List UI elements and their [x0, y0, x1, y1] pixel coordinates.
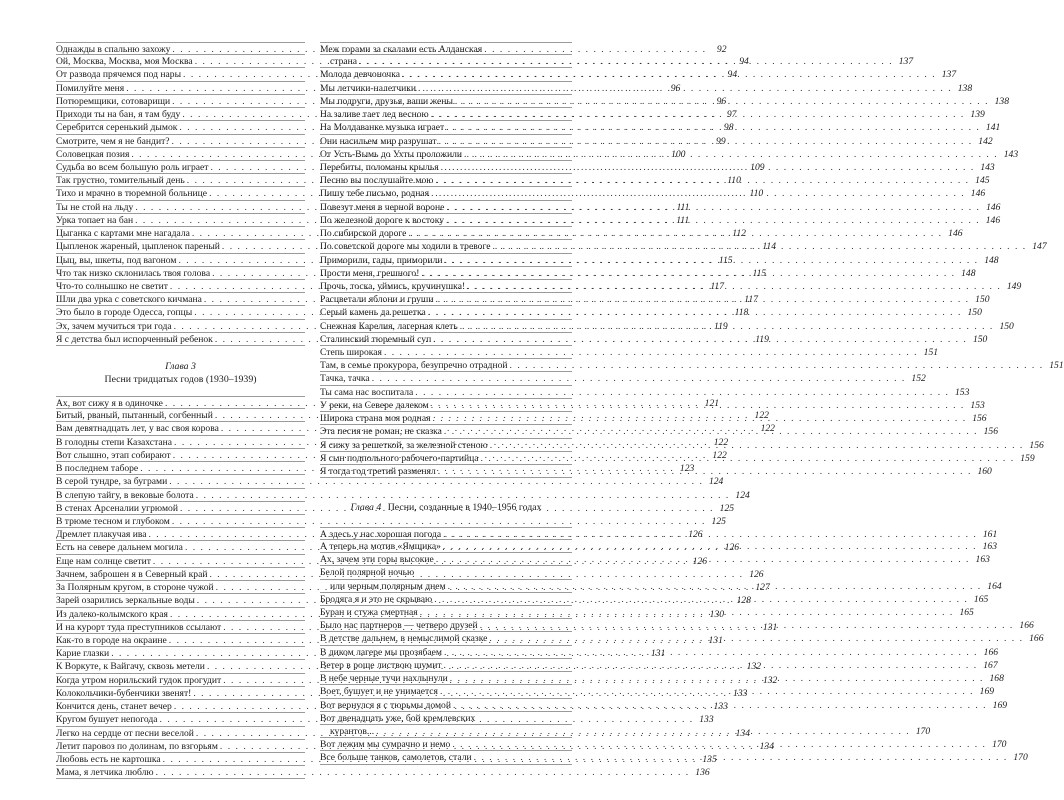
entry-title: В небе черные тучи нахлынули	[320, 673, 448, 685]
entry-title: А здесь у нас хорошая погода	[320, 528, 442, 540]
leader-dots	[450, 672, 984, 685]
entry-title: Перебиты, поломаны крылья	[320, 161, 439, 173]
entry-title: Что-то солнышко не светит	[56, 280, 168, 292]
entry-page-number: 166	[1019, 620, 1034, 632]
entry-page-number: 98	[723, 122, 734, 134]
entry-page-number: 169	[979, 686, 995, 698]
entry-title: Степь широкая	[320, 347, 382, 359]
entry-title: Все больше танков, самолетов, стали	[320, 752, 472, 764]
entry-page-number: 110	[727, 175, 741, 187]
leader-dots	[441, 161, 975, 174]
entry-page-number: 146	[970, 188, 986, 200]
entry-page-number: 166	[983, 646, 999, 658]
entry-page-number: 122	[754, 410, 769, 422]
leader-dots	[415, 386, 949, 399]
entry-page-number: 143	[1003, 148, 1019, 160]
entry-title: Летит паровоз по долинам, по взгорьям	[56, 740, 218, 752]
leader-dots	[489, 632, 1023, 645]
entry-page-number: 167	[983, 659, 998, 671]
leader-dots	[402, 68, 936, 81]
entry-title: Ах, вот сижу я в одиночке	[56, 398, 163, 410]
toc-entry	[320, 359, 1064, 372]
entry-page-number: 142	[978, 135, 993, 147]
entry-page-number: 126	[688, 529, 703, 541]
entry-page-number: 111	[676, 214, 690, 226]
leader-dots	[434, 593, 968, 606]
entry-title: Приморили, гады, приморили	[320, 254, 443, 266]
entry-title: А теперь на мотив «Ямщика»	[320, 540, 441, 552]
entry-title: В диком лагере мы прозябаем	[320, 646, 442, 658]
entry-title: Ой, Москва, Москва, моя Москва	[56, 56, 193, 68]
entry-title: Меж горами за скалами есть Алданская	[320, 44, 483, 55]
entry-page-number: 153	[970, 399, 985, 411]
entry-title: В трюме тесном и глубоком	[56, 516, 170, 527]
chapter-title: Песни, созданные в 1940–1956 годах	[387, 502, 542, 514]
entry-title: Шли два урка с советского кичмана	[56, 294, 202, 306]
entry-page-number: 117	[744, 294, 758, 306]
entry-page-number: 145	[975, 175, 990, 187]
entry-title: За Полярным кругом, в стороне чужой	[56, 582, 214, 594]
entry-title: Есть на севере дальнем могила	[56, 542, 183, 554]
leader-dots	[421, 267, 955, 280]
entry-title: Вот слышно, этап собирают	[56, 449, 171, 461]
entry-title: Прости меня, грешного!	[320, 267, 420, 279]
entry-page-number: 112	[732, 228, 746, 240]
leader-dots	[408, 227, 942, 240]
entry-title: Снежная Карелия, лагерная клеть	[320, 320, 458, 332]
entry-page-number: 156	[983, 426, 999, 438]
entry-page-number: 146	[948, 228, 963, 240]
entry-title: Ах, зачем эти горы высокие	[320, 554, 434, 566]
entry-title: Повезут меня в черной вороне	[320, 201, 445, 213]
entry-page-number: 134	[759, 740, 775, 752]
entry-title: Мама, я летчика люблю	[56, 767, 154, 779]
entry-page-number: 161	[982, 528, 998, 540]
leader-dots	[446, 214, 980, 227]
entry-page-number: 121	[704, 398, 720, 410]
leader-dots	[444, 646, 978, 659]
entry-title: Тихо и мрачно в тюремной больнице	[56, 188, 208, 200]
entry-page-number: 138	[957, 82, 973, 94]
leader-dots	[467, 280, 1001, 293]
entry-title: На Молдаванке музыка играет	[320, 122, 445, 134]
entry-title: От развода прячемся под нары	[56, 69, 182, 81]
entry-title: Вот двенадцать уже, бой кремлевских	[320, 712, 476, 724]
leader-dots	[444, 254, 978, 267]
leader-dots	[428, 306, 962, 319]
entry-title: Так грустно, томительный день	[56, 175, 185, 187]
entry-page-number: 166	[1029, 633, 1044, 645]
entry-page-number: 139	[970, 109, 985, 121]
leader-dots	[376, 725, 910, 738]
entry-page-number: 100	[671, 148, 686, 160]
leader-dots	[418, 82, 952, 95]
leader-dots	[440, 685, 974, 698]
toc-entry	[320, 386, 970, 399]
entry-title: Цыпленок жареный, цыпленок пареный	[56, 241, 220, 253]
entry-page-number: 132	[746, 661, 762, 673]
entry-title: И на курорт туда преступников ссылают	[56, 621, 222, 633]
entry-title: Судьба во всем большую роль играет	[56, 161, 209, 173]
leader-dots	[435, 174, 969, 187]
entry-title: В детстве дальнем, в немыслимой сказке	[320, 633, 488, 645]
entry-page-number: 92	[716, 44, 727, 55]
leader-dots	[431, 399, 965, 412]
entry-page-number: 126	[724, 542, 740, 554]
toc-entry	[320, 42, 572, 55]
entry-title: Из далеко-колымского края	[56, 608, 168, 620]
entry-page-number: 133	[733, 687, 748, 699]
chapter-title: Песни тридцатых годов (1930–1939)	[104, 373, 257, 385]
entry-page-number: 170	[915, 726, 931, 737]
entry-title: Эх, зачем мучиться три года	[56, 320, 172, 332]
entry-title: Легко на сердце от песни веселой	[56, 727, 194, 739]
entry-page-number: 123	[679, 463, 695, 475]
entry-title: Ты сама нас воспитала	[320, 386, 414, 398]
leader-dots	[433, 333, 967, 346]
entry-page-number: 110	[749, 188, 764, 200]
entry-page-number: 97	[726, 109, 737, 121]
toc-entry	[320, 712, 572, 725]
toc-entry	[56, 489, 750, 502]
leader-dots	[446, 201, 980, 214]
toc-entry	[320, 566, 572, 579]
entry-page-number: 150	[975, 294, 990, 306]
entry-page-number: 135	[702, 753, 717, 765]
leader-dots	[444, 659, 978, 672]
leader-dots	[460, 320, 994, 333]
entry-title: Кругом бушует непогода	[56, 714, 158, 726]
entry-title: Еще нам солнце светит	[56, 555, 151, 567]
entry-page-number: 130	[709, 608, 725, 620]
entry-title: В слепую тайгу, в вековые болота	[56, 489, 194, 501]
entry-page-number: 150	[967, 307, 982, 319]
entry-page-number: 119	[755, 333, 769, 345]
leader-dots	[446, 121, 980, 134]
entry-page-number: 96	[670, 82, 681, 94]
entry-title: Я сын подпольного рабочего-партийца	[320, 452, 479, 464]
leader-dots	[431, 108, 965, 121]
leader-dots	[420, 606, 954, 619]
toc-entry	[56, 766, 710, 779]
entry-page-number: 125	[711, 516, 726, 527]
entry-title: От Усть-Вымь до Ухты проложили	[320, 148, 463, 160]
entry-page-number: 119	[714, 320, 728, 332]
leader-dots	[444, 425, 978, 438]
entry-page-number: 137	[941, 69, 957, 81]
entry-page-number: 118	[734, 307, 749, 319]
leader-dots	[455, 95, 989, 108]
leader-dots	[490, 439, 1024, 452]
entry-page-number: 150	[999, 320, 1014, 332]
entry-page-number: 163	[975, 554, 990, 566]
entry-title: Как-то в городе на окраине	[56, 634, 167, 646]
entry-title: Молода девчоночка	[320, 69, 401, 81]
entry-title: Серый камень да решетка	[320, 307, 426, 319]
entry-page-number: 165	[959, 607, 974, 619]
leader-dots	[493, 240, 1027, 253]
entry-page-number: 115	[718, 254, 733, 266]
entry-title: Мы подруги, друзья, ваши жены	[320, 95, 453, 107]
entry-page-number: 109	[750, 161, 765, 173]
entry-page-number: 163	[982, 540, 997, 552]
leader-dots	[481, 452, 1015, 465]
entry-title: Цыганка с картами мне нагадала	[56, 228, 190, 240]
entry-title: Соловецкая позия	[56, 148, 130, 160]
entry-page-number: 141	[985, 122, 1001, 134]
entry-title: Это было в городе Одесса, гопцы	[56, 307, 193, 319]
entry-page-number: 153	[955, 386, 970, 398]
entry-page-number: 168	[989, 673, 1004, 685]
entry-title: По сибирской дороге	[320, 228, 407, 240]
entry-title: По советской дороге мы ходили в тревоге	[320, 241, 491, 253]
entry-page-number: 117	[710, 280, 724, 292]
entry-title: Пишу тебе письмо, родная	[320, 188, 430, 200]
leader-dots	[431, 187, 965, 200]
entry-title: Я с детства был испорченный ребенок	[56, 333, 213, 345]
entry-page-number: 159	[1020, 452, 1035, 464]
leader-dots	[452, 738, 986, 751]
entry-page-number: 134	[735, 727, 751, 739]
entry-title: Мы летчики-налетчики	[320, 82, 417, 94]
entry-title: В голодны степи Казахстана	[56, 436, 173, 448]
entry-title: Приходи ты на бан, я там буду	[56, 109, 181, 121]
entry-title: страна	[330, 56, 358, 68]
entry-title: Что так низко склонилась твоя голова	[56, 267, 211, 279]
entry-title: Вот вернулся я с тюрьмы домой	[320, 699, 451, 711]
entry-page-number: 136	[695, 767, 710, 779]
leader-dots	[474, 751, 1008, 764]
entry-title: Урка топает на бан	[56, 214, 134, 226]
entry-page-number: 156	[972, 413, 987, 425]
leader-dots	[384, 346, 918, 359]
entry-page-number: 96	[716, 95, 727, 107]
entry-page-number: 122	[713, 436, 729, 448]
entry-page-number: 164	[987, 580, 1002, 592]
entry-page-number: 115	[752, 267, 767, 279]
leader-dots	[372, 372, 906, 385]
entry-title: Смотрите, чем я не бандит?	[56, 135, 170, 147]
entry-page-number: 126	[692, 555, 708, 567]
entry-page-number: 128	[736, 595, 751, 607]
entry-title: Я сижу за решеткой, за железной стеною	[320, 439, 488, 451]
entry-title: Тачка, тачка	[320, 373, 370, 385]
entry-title: Белой полярной ночью	[320, 567, 415, 579]
entry-title: Любовь есть не картошка	[56, 753, 161, 765]
entry-title: В стенах Арсеналии угрюмой	[56, 502, 178, 514]
entry-page-number: 131	[650, 648, 666, 660]
entry-page-number: 94	[727, 69, 738, 81]
entry-title: Буран и стужа смертная	[320, 607, 418, 619]
entry-page-number: 165	[973, 593, 989, 605]
entry-page-number: 148	[961, 267, 976, 279]
leader-dots	[156, 766, 690, 779]
leader-dots	[464, 148, 998, 161]
entry-page-number: 94	[739, 56, 749, 68]
entry-page-number: 122	[712, 449, 727, 461]
entry-page-number: 124	[735, 489, 750, 501]
toc-entry	[320, 346, 939, 359]
leader-dots	[438, 465, 972, 478]
entry-title: Ветер в роще листвою шумит	[320, 659, 442, 671]
entry-title: Зачнем, заброшен я в Северный край	[56, 568, 208, 580]
entry-title: Дремлет плакучая ива	[56, 529, 147, 541]
entry-title: Сталинский тюремный суп	[320, 333, 432, 345]
entry-title: или черным полярным днем	[330, 580, 446, 592]
leader-dots	[359, 55, 893, 68]
entry-title: Цыц, вы, шкеты, под вагоном	[56, 254, 177, 266]
entry-page-number: 133	[713, 701, 728, 713]
leader-dots	[443, 540, 977, 553]
entry-title: Прочь, тоска, уймись, кручинушка!	[320, 280, 466, 292]
entry-page-number: 151	[923, 347, 939, 359]
entry-page-number: 138	[994, 95, 1009, 107]
entry-title: Серебрится серенький дымок	[56, 122, 178, 134]
entry-title: Битый, рваный, пытанный, согбенный	[56, 410, 213, 422]
leader-dots	[480, 619, 1014, 632]
entry-title: В серой тундре, за буграми	[56, 476, 168, 488]
entry-title: Бродяга я и это не скрываю	[320, 593, 433, 605]
entry-title: Эта песня не роман, не сказка	[320, 426, 442, 438]
entry-title: К Воркуте, к Вайгачу, сквозь метели	[56, 661, 205, 673]
chapter-4-heading	[320, 502, 572, 515]
entry-page-number: 170	[992, 739, 1007, 751]
entry-page-number: 124	[708, 476, 724, 488]
entry-page-number: 99	[716, 135, 726, 147]
leader-dots	[435, 293, 969, 306]
entry-title: Расцветали яблони и груши	[320, 294, 434, 306]
entry-page-number: 114	[762, 241, 777, 253]
entry-page-number: 152	[911, 373, 926, 385]
toc-entry	[56, 475, 724, 488]
entry-page-number: 169	[992, 699, 1008, 711]
entry-title: Песню вы послушайте мою	[320, 175, 434, 187]
entry-title: Помилуйте меня	[56, 82, 125, 94]
leader-dots	[453, 699, 987, 712]
entry-page-number: 126	[749, 568, 764, 580]
entry-title: Карие глазки	[56, 648, 110, 660]
entry-title: Потюремщики, сотоварищи	[56, 95, 171, 107]
entry-title: Воет, бушует и не унимается	[320, 686, 438, 698]
entry-page-number: 156	[1029, 439, 1044, 451]
entry-title: У реки, на Севере далеком	[320, 399, 429, 411]
entry-page-number: 151	[1049, 360, 1064, 372]
entry-page-number: 143	[980, 161, 995, 173]
entry-title: Они насильем мир разрушат	[320, 135, 437, 147]
entry-page-number: 131	[708, 634, 723, 646]
chapter-label: Глава 4	[350, 502, 382, 514]
leader-dots	[448, 580, 982, 593]
toc-entry	[56, 515, 726, 528]
entry-page-number: 146	[985, 214, 1001, 226]
entry-page-number: 133	[699, 714, 714, 726]
entry-title: Ты не стой на льду	[56, 201, 134, 213]
entry-page-number: 127	[755, 582, 770, 594]
entry-title: Я тогда год третий разменял	[320, 466, 436, 477]
entry-title: По железной дороге к востоку	[320, 214, 445, 226]
entry-title: На заливе тает лед весною	[320, 109, 429, 121]
chapter-label: Глава 3	[165, 361, 196, 373]
entry-title: Было нас партнеров — четверо друзей	[320, 620, 478, 632]
entry-title: Колокольчики-бубенчики звенят!	[56, 687, 192, 699]
entry-page-number: 170	[1013, 752, 1028, 764]
entry-page-number: 146	[986, 201, 1001, 213]
entry-page-number: 160	[977, 466, 992, 477]
entry-page-number: 111	[676, 201, 690, 213]
leader-dots	[436, 553, 970, 566]
entry-page-number: 149	[1006, 280, 1022, 292]
leader-dots	[433, 412, 967, 425]
entry-title: Зарей озарились зеркальные воды	[56, 595, 195, 607]
entry-page-number: 122	[760, 423, 775, 435]
entry-page-number: 125	[719, 502, 735, 514]
leader-dots	[510, 359, 1044, 372]
entry-title: Вам девятнадцать лет, у вас своя корова	[56, 423, 219, 435]
entry-title: В последнем таборе	[56, 463, 139, 475]
entry-page-number: 150	[972, 333, 988, 345]
entry-title: Когда утром норильский гудок прогудит	[56, 674, 222, 686]
entry-title: Кончится день, станет вечер	[56, 701, 172, 713]
entry-page-number: 132	[762, 674, 778, 686]
entry-title: Вот лежим мы сумрачно и немо	[320, 739, 451, 751]
entry-title: курантов...	[330, 726, 375, 737]
entry-page-number: 147	[1032, 241, 1047, 253]
toc-entry	[320, 372, 926, 385]
entry-title: Однажды в спальню захожу	[56, 44, 171, 55]
leader-dots	[439, 135, 973, 148]
entry-title: Широка страна моя родная	[320, 413, 431, 425]
entry-page-number: 131	[762, 621, 778, 633]
entry-title: Там, в семье прокурора, безупречно отрадной	[320, 360, 508, 372]
entry-page-number: 137	[898, 56, 914, 68]
chapter-3-heading	[56, 361, 305, 386]
entry-page-number: 148	[984, 254, 999, 266]
